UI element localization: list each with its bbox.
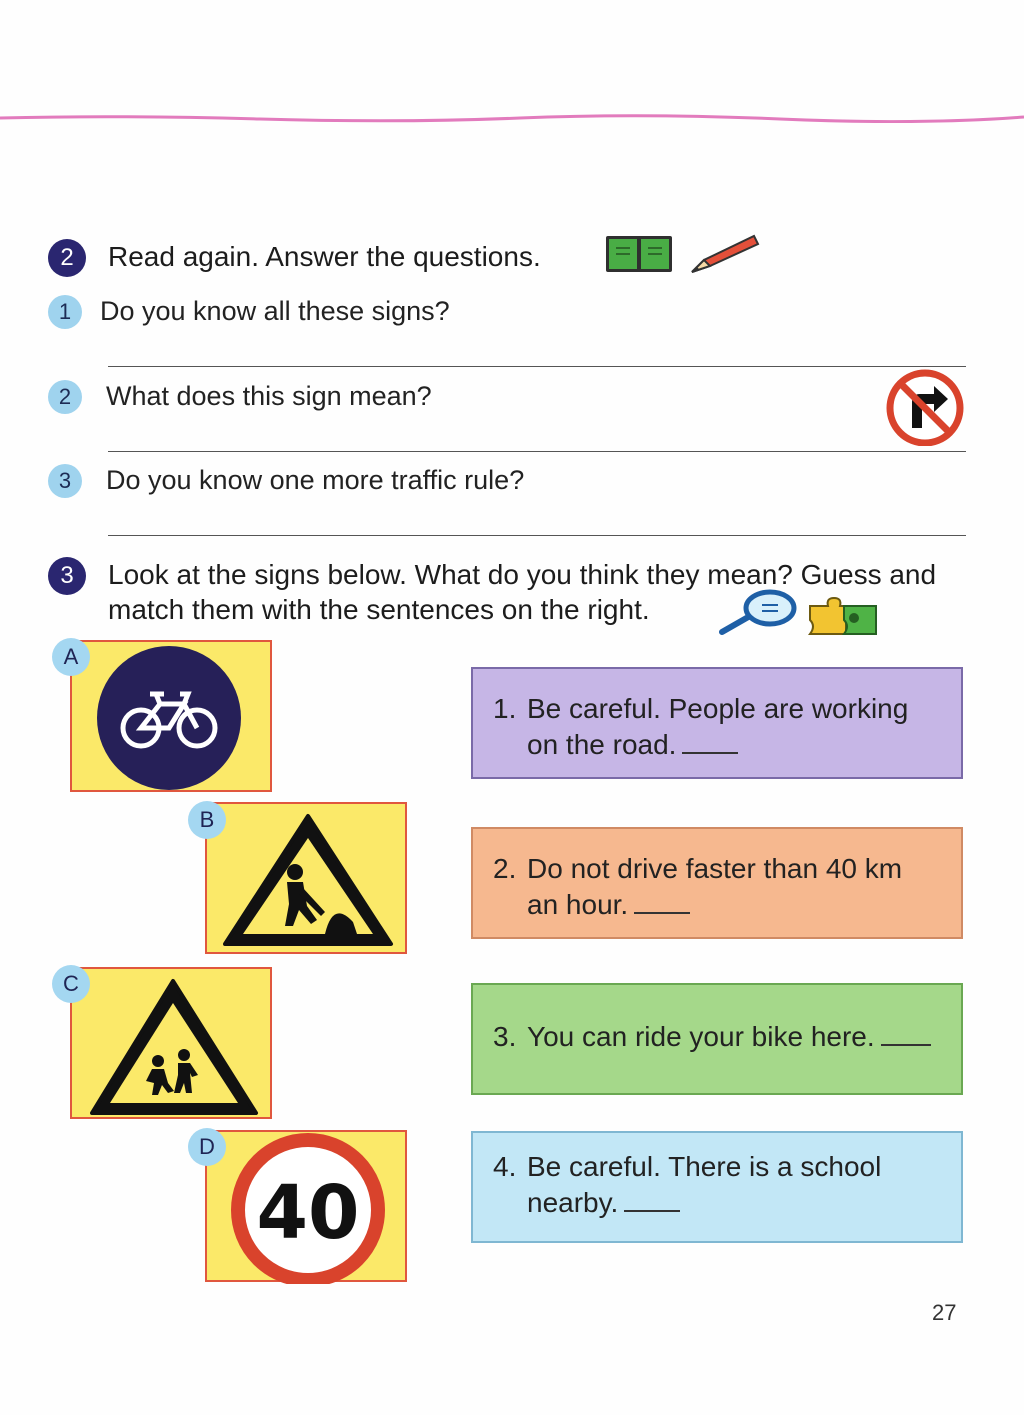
sentence-4-line-2: nearby.	[493, 1185, 943, 1221]
answer-blank-2[interactable]	[634, 888, 690, 914]
no-right-turn-sign-icon	[882, 368, 968, 446]
answer-line-2[interactable]	[108, 451, 966, 452]
sentence-box-3	[471, 983, 963, 1095]
sentence-3-number: 3.	[493, 1021, 517, 1052]
question-3-number: 3	[48, 464, 82, 498]
speed-limit-value: 40	[256, 1170, 360, 1256]
sign-b-letter: B	[188, 801, 226, 839]
answer-line-1[interactable]	[108, 366, 966, 367]
sign-d-letter: D	[188, 1128, 226, 1166]
sentence-2-line-2: an hour.	[493, 887, 943, 923]
question-1-text: Do you know all these signs?	[100, 296, 450, 326]
section-3-heading-line-2: match them with the sentences on the right.	[108, 594, 650, 625]
sentence-4-line-1: 4. Be careful. There is a school	[493, 1149, 943, 1185]
answer-blank-4[interactable]	[624, 1186, 680, 1212]
road-works-sign-icon	[207, 804, 409, 956]
page-number: 27	[932, 1300, 957, 1325]
children-crossing-sign-icon	[72, 969, 274, 1121]
bicycle-lane-sign-icon	[72, 642, 274, 794]
answer-blank-3[interactable]	[881, 1020, 931, 1046]
question-2-text: What does this sign mean?	[106, 381, 432, 411]
sign-card-a[interactable]	[70, 640, 272, 792]
question-2-number: 2	[48, 380, 82, 414]
section-2-number: 2	[48, 239, 86, 277]
sentence-box-2	[471, 827, 963, 939]
sentence-2-line-1: 2. Do not drive faster than 40 km	[493, 851, 943, 887]
section-2-heading: Read again. Answer the questions.	[108, 241, 541, 272]
sentence-3-line-1: 3. You can ride your bike here.	[493, 1019, 943, 1055]
question-3-text: Do you know one more traffic rule?	[106, 465, 525, 495]
sentence-1-line-2: on the road.	[493, 727, 943, 763]
sentence-box-1	[471, 667, 963, 779]
magnifying-glass-icon	[716, 588, 800, 638]
sentence-1-line-1: 1. Be careful. People are working	[493, 691, 943, 727]
answer-line-3[interactable]	[108, 535, 966, 536]
pencil-icon	[688, 232, 762, 276]
sentence-1-number: 1.	[493, 693, 517, 724]
sign-a-letter: A	[52, 638, 90, 676]
sentence-2-number: 2.	[493, 853, 517, 884]
sentence-4-number: 4.	[493, 1151, 517, 1182]
puzzle-piece-icon	[806, 594, 880, 636]
sentence-box-4	[471, 1131, 963, 1243]
sign-card-c[interactable]	[70, 967, 272, 1119]
question-1-number: 1	[48, 295, 82, 329]
answer-blank-1[interactable]	[682, 728, 738, 754]
section-3-heading-line-1: Look at the signs below. What do you think they mean? Guess and	[108, 559, 937, 590]
sign-c-letter: C	[52, 965, 90, 1003]
sign-card-d[interactable]	[205, 1130, 407, 1282]
section-3-number: 3	[48, 557, 86, 595]
speed-limit-sign-icon	[207, 1132, 409, 1284]
sign-card-b[interactable]	[205, 802, 407, 954]
pink-divider	[0, 113, 1024, 123]
open-book-icon	[604, 234, 674, 274]
